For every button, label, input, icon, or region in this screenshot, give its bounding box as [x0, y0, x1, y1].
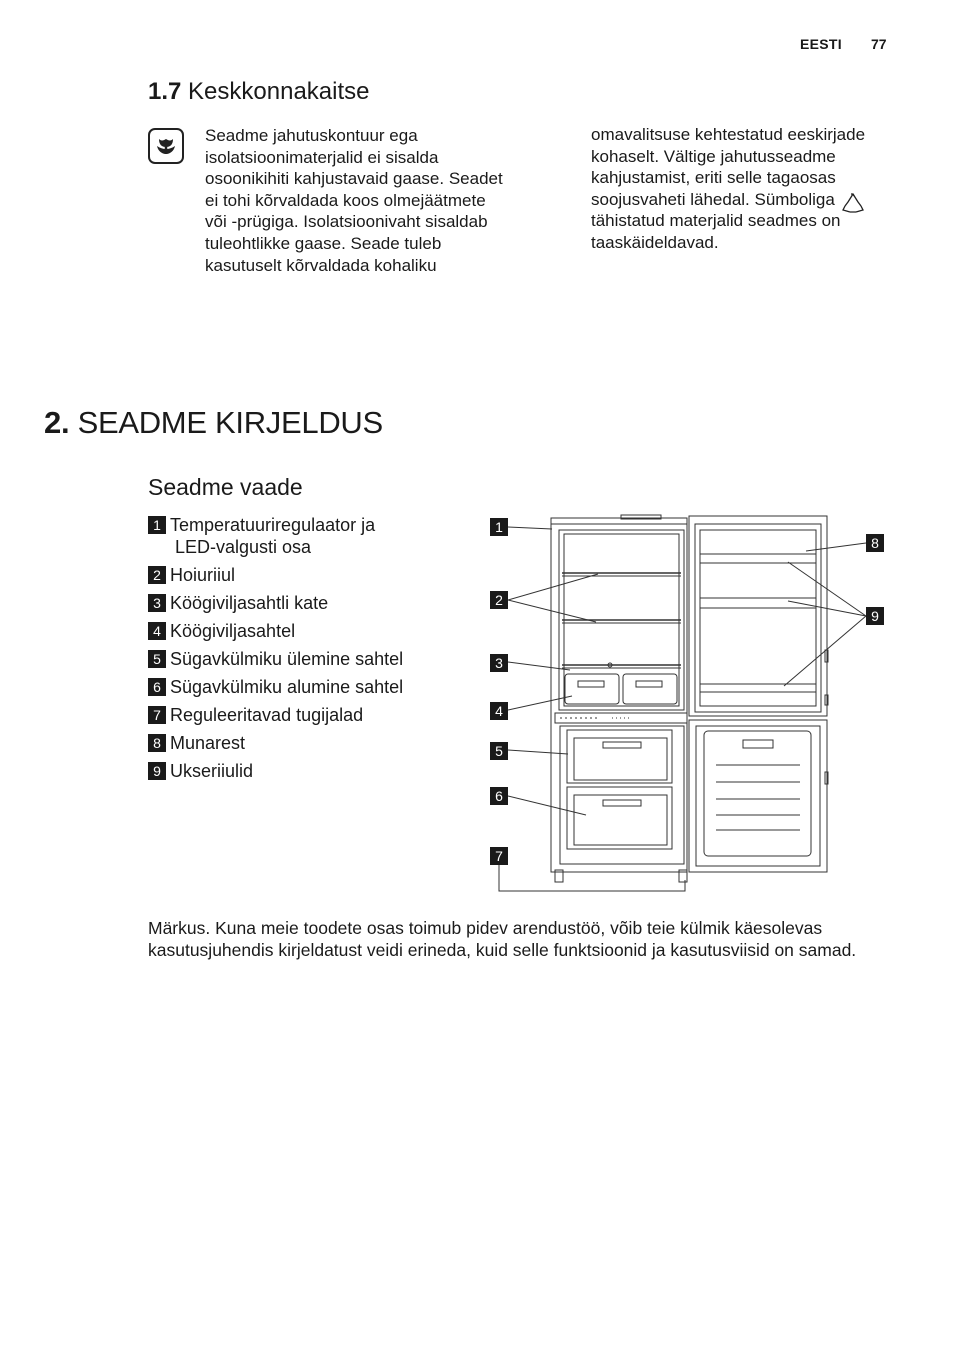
callout-7: 7 [490, 847, 508, 865]
legend-text: Sügavkülmiku alumine sahtel [170, 677, 404, 697]
freezer-lower-drawer [567, 787, 672, 849]
header-language: EESTI [800, 36, 842, 52]
crisper-drawer [623, 674, 677, 704]
environment-text-col2: omavalitsuse kehtestatud eeskirjade kohaselt. Vältige jahutusseadme kahjustamist, eriti selle tagaosas soojusvaheti lähedal. Sümboliga tähistatud materjalid seadmes on taaskäideldavad. [591, 125, 866, 252]
callout-5: 5 [490, 742, 508, 760]
subheading-appliance-view: Seadme vaade [148, 474, 303, 500]
section-title: Keskkonnakaitse [188, 78, 370, 105]
callout-4: 4 [490, 702, 508, 720]
environment-text-col1: Seadme jahutuskontuur ega isolatsioonimaterjalid ei sisalda osoonikihiti kahjustavaid gaase. Seadet ei tohi kõrvaldada koos olmejäätmete või -prügiga. Isolatsioonivaht sisaldab tuleohtlikke gaase. Seade tuleb kasutuselt kõrvaldada kohaliku [205, 126, 503, 275]
callout-6: 6 [490, 787, 508, 805]
legend-num: 9 [148, 762, 166, 780]
callout-9: 9 [866, 607, 884, 625]
callout-8: 8 [866, 534, 884, 552]
callout-2: 2 [490, 591, 508, 609]
legend-text: Temperatuuriregulaator ja LED-valgusti osa [170, 515, 376, 557]
chapter-number: 2. [44, 405, 70, 440]
legend-num: 3 [148, 594, 166, 612]
legend-text: Reguleeritavad tugijalad [170, 705, 364, 725]
chapter-title: SEADME KIRJELDUS [77, 405, 383, 440]
legend-num: 6 [148, 678, 166, 696]
legend-num: 1 [148, 516, 166, 534]
legend-text: Ukseriiulid [170, 761, 254, 781]
section-number: 1.7 [148, 78, 182, 105]
legend-num: 4 [148, 622, 166, 640]
legend-num: 2 [148, 566, 166, 584]
legend-text: Munarest [170, 733, 246, 753]
legend-num: 5 [148, 650, 166, 668]
callout-1: 1 [490, 518, 508, 536]
legend-text: Köögiviljasahtli kate [170, 593, 329, 613]
crisper-drawer [565, 674, 619, 704]
note-text: Märkus. Kuna meie toodete osas toimub pidev arendustöö, võib teie külmik käesolevas kasutusjuhendis kirjeldatust veidi erineda, kuid selle funktsioonid ja kasutusviisid on samad. [148, 918, 857, 960]
legend-num: 7 [148, 706, 166, 724]
fridge-door [689, 516, 827, 716]
freezer-door [689, 720, 827, 872]
legend-text: Sügavkülmiku ülemine sahtel [170, 649, 404, 669]
legend-text: Köögiviljasahtel [170, 621, 296, 641]
page-number: 77 [871, 36, 887, 52]
callout-3: 3 [490, 654, 508, 672]
legend-num: 8 [148, 734, 166, 752]
legend-text: Hoiuriiul [170, 565, 236, 585]
